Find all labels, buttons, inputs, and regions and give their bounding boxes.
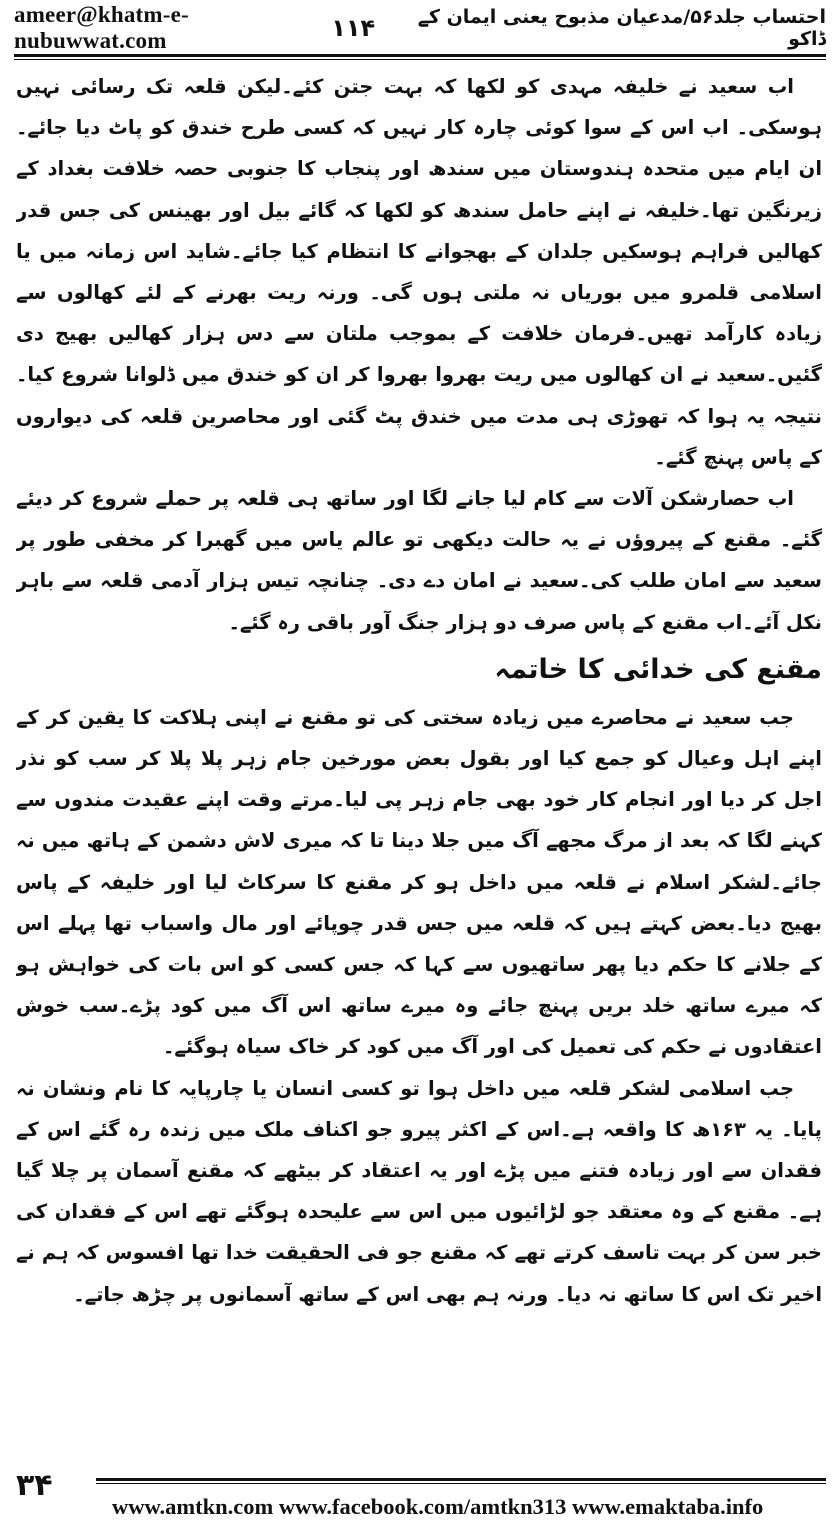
paragraph-3: جب سعید نے محاصرے میں زیادہ سختی کی تو مقنع نے اپنی ہلاکت کا یقین کر کے اپنے اہل وعیال کو جمع کیا اور بقول بعض مورخین جام زہر پلا پلا کر سب کو نذر اجل کر دیا اور انجام کار خود بھی جام زہر پی لیا۔مرتے وقت اپنے عقیدت مندوں سے کہنے لگا کہ بعد از مرگ مجھے آگ میں جلا دینا تا کہ میری لاش دشمن کے ہاتھ میں نہ جائے۔لشکر اسلام نے قلعہ میں داخل ہو کر مقنع کا سرکاٹ لیا اور خلیفہ کے پاس بھیج دیا۔بعض کہتے ہیں کہ قلعہ میں جس قدر چوپائے اور مال واسباب تھا پہلے اس کے جلانے کا حکم دیا پھر ساتھیوں سے کہا کہ جس کسی کو اس بات کی خواہش ہو کہ میرے ساتھ خلد بریں پہنچ جائے وہ میرے ساتھ اس آگ میں کود پڑے۔سب خوش اعتقادوں نے حکم کی تعمیل کی اور آگ میں کود کر خاک سیاہ ہوگئے۔	[16, 705, 822, 1059]
footer-page-number: ۳۴	[16, 1468, 53, 1503]
page-footer	[14, 1460, 826, 1530]
section-heading: مقنع کی خدائی کا خاتمہ	[494, 653, 822, 685]
header-page-number: ۱۱۴	[331, 14, 376, 42]
header-right	[331, 6, 826, 50]
footer-links: www.amtkn.com www.facebook.com/amtkn313 www.emaktaba.info	[112, 1494, 764, 1519]
footer-rule	[96, 1478, 826, 1484]
header-rule	[14, 54, 826, 60]
paragraph-1: اب سعید نے خلیفہ مہدی کو لکھا کہ بہت جتن کئے۔لیکن قلعہ تک رسائی نہیں ہوسکی۔ اب اس کے سوا کوئی چارہ کار نہیں کہ کسی طرح خندق کو پاٹ دیا جائے۔ ان ایام میں متحدہ ہندوستان میں سندھ اور پنجاب کا جنوبی حصہ خلافت بغداد کے زیرنگین تھا۔خلیفہ نے اپنے حامل سندھ کو لکھا کہ گائے بیل اور بھینس کی جس قدر کھالیں فراہم ہوسکیں جلدان کے بھجوانے کا انتظام کیا جائے۔شاید اس زمانہ میں یا اسلامی قلمرو میں بوریاں نہ ملتی ہوں گی۔ ورنہ ریت بھرنے کے لئے کھالوں سے زیادہ کارآمد تھیں۔فرمان خلافت کے بموجب ملتان سے دس ہزار کھالیں بھیج دی گئیں۔سعید نے ان کھالوں میں ریت بھروا بھروا کر ان کو خندق میں ڈلوانا شروع کیا۔نتیجہ یہ ہوا کہ تھوڑی ہی مدت میں خندق پٹ گئی اور محاصرین قلعہ کی دیواروں کے پاس پہنچ گئے۔	[16, 75, 822, 469]
paragraph-4: جب اسلامی لشکر قلعہ میں داخل ہوا تو کسی انسان یا چارپایہ کا نام ونشان نہ پایا۔ یہ ۱۶۳ھ کا واقعہ ہے۔اس کے اکثر پیرو جو اکناف ملک میں زندہ رہ گئے اس کے فقدان سے اور زیادہ فتنے میں پڑے اور یہ اعتقاد کر بیٹھے کہ مقنع آسمان پر چلا گیا ہے۔ مقنع کے وہ معتقد جو لڑائیوں میں اس سے علیحدہ ہوگئے تھے اس کے فقدان کی خبر سن کر بہت تاسف کرتے تھے کہ مقنع جو فی الحقیقت خدا تھا افسوس کہ ہم نے اخیر تک اس کا ساتھ نہ دیا۔ ورنہ ہم بھی اس کے ساتھ آسمانوں پر چڑھ جاتے۔	[16, 1076, 822, 1306]
page-header	[14, 2, 826, 53]
page-body	[16, 66, 822, 1451]
paragraph-2: اب حصارشکن آلات سے کام لیا جانے لگا اور ساتھ ہی قلعہ پر حملے شروع کر دیئے گئے۔ مقنع کے پیروؤں نے یہ حالت دیکھی تو عالم یاس میں گھبرا کر مخفی طور پر سعید سے امان طلب کی۔سعید نے امان دے دی۔ چنانچہ تیس ہزار آدمی قلعہ سے باہر نکل آئے۔اب مقنع کے پاس صرف دو ہزار جنگ آور باقی رہ گئے۔	[16, 487, 822, 634]
header-email: ameer@khatm-e-nubuwwat.com	[14, 2, 189, 53]
header-title: احتساب جلد۵۶/مدعیان مذبوح یعنی ایمان کے ڈاکو	[417, 6, 826, 50]
